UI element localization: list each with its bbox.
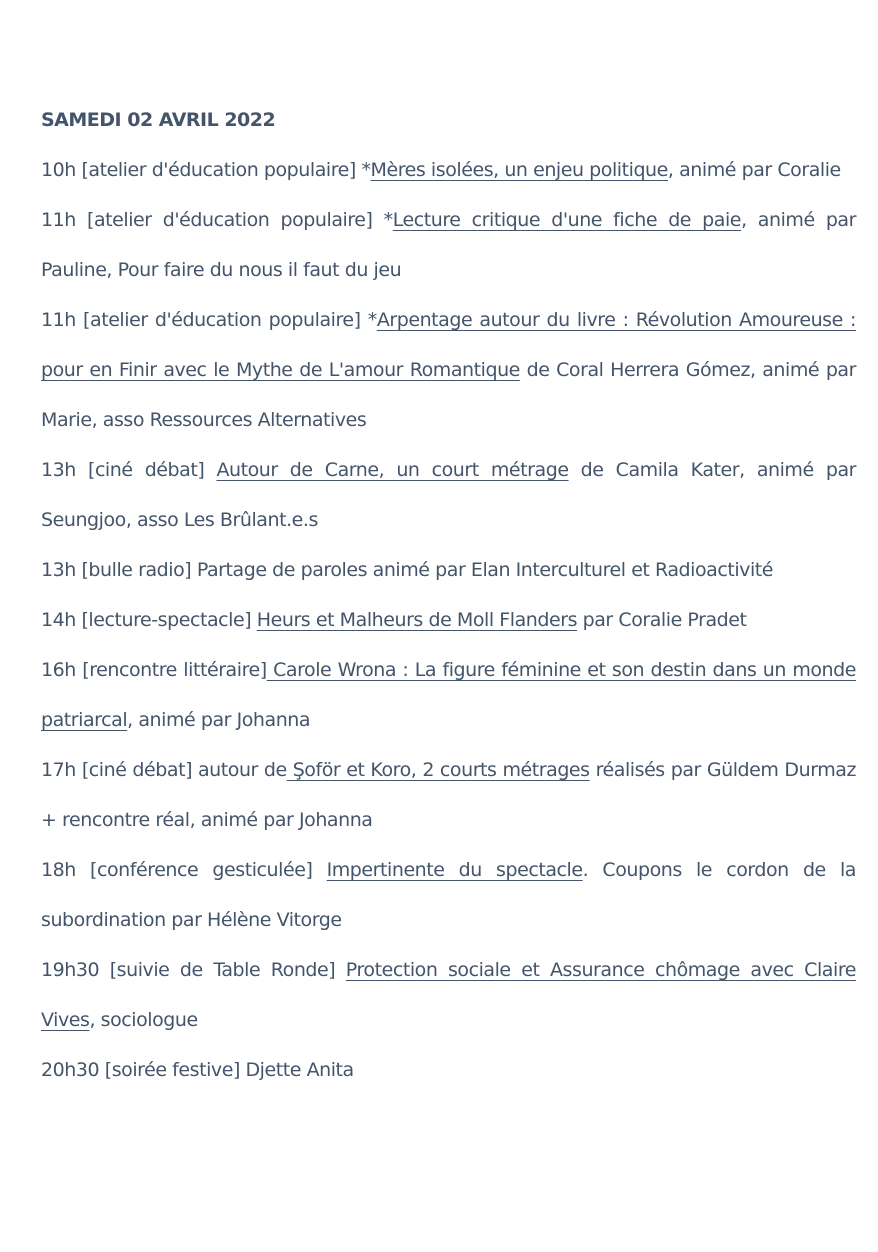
event-link[interactable]: Lecture critique d'une fiche de paie	[392, 209, 742, 231]
event-link[interactable]: Arpentage autour du livre : Révolution Amoureuse : pour en Finir avec le Mythe de L'amour Romantique	[41, 309, 856, 381]
entry-text: de Coral Herrera Gómez, animé par Marie, asso Ressources Alternatives	[41, 359, 856, 431]
event-link[interactable]: Şoför et Koro, 2 courts métrages	[286, 759, 590, 781]
entry-text: , animé par Johanna	[127, 709, 311, 731]
event-link[interactable]: Impertinente du spectacle	[326, 859, 583, 881]
entry-text: 11h [atelier d'éducation populaire] *	[41, 309, 377, 331]
entry-text: 19h30 [suivie de Table Ronde]	[41, 959, 346, 981]
entry-text: 18h [conférence gesticulée]	[41, 859, 327, 881]
program-entry-1600	[41, 645, 856, 745]
program-entry-1300-b	[41, 545, 856, 595]
entry-text: 16h [rencontre littéraire]	[41, 659, 267, 681]
entry-text: réalisés par Güldem Durmaz + rencontre réal, animé par Johanna	[41, 759, 856, 831]
entry-text: . Coupons le cordon de la subordination par Hélène Vitorge	[41, 859, 856, 931]
event-link[interactable]: Heurs et Malheurs de Moll Flanders	[256, 609, 578, 631]
program-entry-1100-b	[41, 295, 856, 445]
entry-text: , sociologue	[89, 1009, 198, 1031]
entry-text: 11h [atelier d'éducation populaire] *	[41, 209, 393, 231]
program-entry-1400	[41, 595, 856, 645]
event-link[interactable]: Mères isolées, un enjeu politique	[370, 159, 668, 181]
entry-text: 13h [ciné débat]	[41, 459, 217, 481]
event-link[interactable]: Carole Wrona : La figure féminine et son destin dans un monde patriarcal	[41, 659, 856, 731]
entry-text: 13h [bulle radio] Partage de paroles animé par Elan Interculturel et Radioactivité	[41, 559, 774, 581]
entry-text: 10h [atelier d'éducation populaire] *	[41, 159, 371, 181]
entry-text: de Camila Kater, animé par Seungjoo, asso Les Brûlant.e.s	[41, 459, 856, 531]
entry-text: 17h [ciné débat] autour de	[41, 759, 287, 781]
page-title: SAMEDI 02 AVRIL 2022	[41, 109, 276, 131]
program-entry-2030	[41, 1045, 856, 1095]
entry-text: , animé par Pauline, Pour faire du nous il faut du jeu	[41, 209, 856, 281]
program-entry-1930	[41, 945, 856, 1045]
entry-text: par Coralie Pradet	[577, 609, 747, 631]
entry-text: 20h30 [soirée festive] Djette Anita	[41, 1059, 354, 1081]
event-link[interactable]: Autour de Carne, un court métrage	[216, 459, 569, 481]
program-entry-1000	[41, 145, 856, 195]
program-entry-1800	[41, 845, 856, 945]
program-entry-1300-a	[41, 445, 856, 545]
program-entry-1700	[41, 745, 856, 845]
entry-text: 14h [lecture-spectacle]	[41, 609, 257, 631]
program-entry-1100-a	[41, 195, 856, 295]
document-page	[41, 95, 856, 1095]
event-link[interactable]: Protection sociale et Assurance chômage avec Claire Vives	[41, 959, 857, 1031]
entry-text: , animé par Coralie	[667, 159, 841, 181]
